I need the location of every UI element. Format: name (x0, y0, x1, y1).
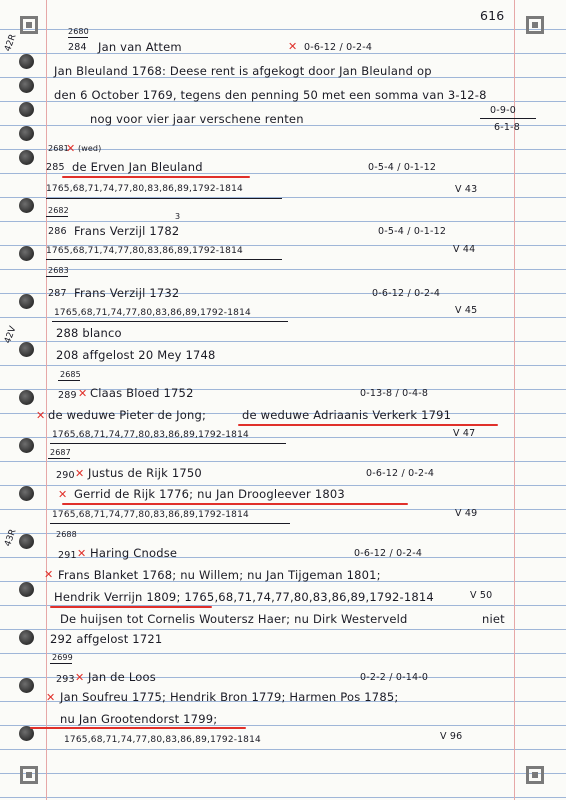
binder-hole (19, 582, 34, 597)
entry-redeemed: 292 affgelost 1721 (50, 632, 163, 646)
entry-name: Haring Cnodse (90, 546, 178, 560)
entry-name: Jan van Attem (98, 40, 182, 54)
entry-amount: 0-5-4 / 0-1-12 (368, 162, 437, 173)
entry-heirs: nu Jan Grootendorst 1799; (60, 712, 218, 726)
entry-years: 1765,68,71,74,77,80,83,86,89,1792-1814 (46, 246, 243, 256)
entry-ref: V 50 (470, 590, 493, 601)
binder-hole (19, 486, 34, 501)
entry-number: 285 (46, 162, 65, 173)
entry-number: 286 (48, 226, 67, 237)
entry-ref: V 45 (455, 305, 478, 316)
margin-line (46, 0, 47, 800)
red-underline (62, 503, 408, 505)
entry-superscript: 3 (175, 212, 181, 221)
entry-ref: V 44 (453, 244, 476, 255)
cross-mark: ✕ (66, 142, 76, 155)
id-underline (58, 380, 80, 381)
paragraph-line: nog voor vier jaar verschene renten (90, 112, 304, 126)
entry-amount: 0-6-12 / 0-2-4 (304, 42, 373, 53)
id-underline (48, 458, 70, 459)
entry-number: 291 (58, 550, 77, 561)
binder-hole (19, 150, 34, 165)
entry-number: 287 (48, 288, 67, 299)
paragraph-line: Jan Bleuland 1768: Deese rent is afgekogt door Jan Bleuland op (54, 64, 432, 78)
entry-heirs: Gerrid de Rijk 1776; nu Jan Droogleever 1803 (74, 487, 345, 501)
corner-marker-bottom-left (20, 766, 38, 784)
entry-years: 1765,68,71,74,77,80,83,86,89,1792-1814 (54, 308, 251, 318)
entry-amount: 0-6-12 / 0-2-4 (354, 548, 423, 559)
binder-hole (19, 126, 34, 141)
binder-hole (19, 54, 34, 69)
entry-note: De huijsen tot Cornelis Woutersz Haer; nu Dirk Westerveld (60, 612, 408, 626)
entry-name: Claas Bloed 1752 (90, 386, 194, 400)
entry-years: 1765,68,71,74,77,80,83,86,89,1792-1814 (52, 430, 249, 440)
entry-amount: 0-9-0 (490, 105, 516, 116)
paragraph-line: den 6 October 1769, tegens den penning 50 met een somma van 3-12-8 (54, 88, 487, 102)
entry-name: Frans Verzijl 1732 (74, 286, 180, 300)
entry-note: (wed) (78, 144, 102, 153)
entry-number: 289 (58, 390, 77, 401)
binder-hole (19, 198, 34, 213)
entry-ref: V 96 (440, 731, 463, 742)
binder-hole (19, 102, 34, 117)
cross-mark: ✕ (288, 40, 298, 53)
binder-hole (19, 294, 34, 309)
entry-id: 2681 (48, 144, 69, 153)
page-number: 616 (480, 8, 505, 23)
entry-number: 293 (56, 674, 75, 685)
side-note-43r: 43R (3, 527, 19, 549)
entry-heirs: Frans Blanket 1768; nu Willem; nu Jan Tijgeman 1801; (58, 568, 381, 582)
entry-amount: 0-13-8 / 0-4-8 (360, 388, 429, 399)
entry-amount: 0-6-12 / 0-2-4 (372, 288, 441, 299)
binder-hole (19, 678, 34, 693)
entry-name: Justus de Rijk 1750 (88, 466, 202, 480)
entry-amount: 0-6-12 / 0-2-4 (366, 468, 435, 479)
entry-id: 2685 (60, 370, 81, 379)
cross-mark: ✕ (44, 568, 54, 581)
cross-mark: ✕ (77, 547, 87, 560)
sum-rule (480, 118, 536, 119)
entry-ref: V 43 (455, 184, 478, 195)
side-note-42r: 42R (3, 32, 19, 54)
cross-mark: ✕ (75, 671, 85, 684)
red-underline (30, 727, 246, 729)
binder-hole (19, 246, 34, 261)
entry-number: 284 (68, 42, 87, 53)
cross-mark: ✕ (78, 387, 88, 400)
entry-heirs: Jan Soufreu 1775; Hendrik Bron 1779; Harmen Pos 1785; (60, 690, 399, 704)
entry-id: 2683 (48, 266, 69, 275)
entry-ref: V 49 (455, 508, 478, 519)
id-underline (68, 37, 88, 38)
entry-blank: 288 blanco (56, 326, 122, 340)
years-underline (50, 523, 290, 524)
entry-id: 2682 (48, 206, 69, 215)
corner-marker-top-right (526, 16, 544, 34)
entry-id: 2680 (68, 27, 89, 36)
id-underline (50, 663, 72, 664)
cross-mark: ✕ (46, 691, 56, 704)
binder-hole (19, 438, 34, 453)
cross-mark: ✕ (58, 488, 68, 501)
entry-redeemed: 208 affgelost 20 Mey 1748 (56, 348, 216, 362)
entry-id: 2699 (52, 653, 73, 662)
binder-hole (19, 534, 34, 549)
years-underline (50, 443, 286, 444)
corner-marker-bottom-right (526, 766, 544, 784)
entry-heirs: Hendrik Verrijn 1809; 1765,68,71,74,77,80,83,86,89,1792-1814 (54, 590, 434, 604)
binder-hole (19, 78, 34, 93)
entry-id: 2688 (56, 530, 77, 539)
entry-name: de Erven Jan Bleuland (72, 160, 203, 174)
entry-years: 1765,68,71,74,77,80,83,86,89,1792-1814 (52, 510, 249, 520)
entry-name: Frans Verzijl 1782 (74, 224, 180, 238)
red-underline (50, 606, 212, 608)
right-margin-line (514, 0, 515, 800)
cross-mark: ✕ (36, 409, 46, 422)
id-underline (46, 276, 68, 277)
binder-hole (19, 390, 34, 405)
red-underline (238, 424, 498, 426)
entry-ref: V 47 (453, 428, 476, 439)
entry-total: 6-1-8 (494, 122, 520, 133)
years-underline (46, 198, 282, 199)
corner-marker-top-left (20, 16, 38, 34)
entry-heirs: de weduwe Adriaanis Verkerk 1791 (242, 408, 452, 422)
entry-amount: 0-5-4 / 0-1-12 (378, 226, 447, 237)
entry-amount: 0-2-2 / 0-14-0 (360, 672, 429, 683)
entry-heirs: de weduwe Pieter de Jong; (48, 408, 207, 422)
entry-name: Jan de Loos (88, 670, 156, 684)
id-underline (46, 216, 68, 217)
red-underline (62, 176, 250, 178)
cross-mark: ✕ (75, 467, 85, 480)
years-underline (52, 321, 288, 322)
entry-number: 290 (56, 470, 75, 481)
side-note-42v: 42V (3, 325, 19, 345)
entry-years: 1765,68,71,74,77,80,83,86,89,1792-1814 (46, 184, 243, 194)
binder-hole (19, 342, 34, 357)
entry-note-end: niet (482, 612, 505, 626)
entry-years: 1765,68,71,74,77,80,83,86,89,1792-1814 (64, 735, 261, 745)
binder-hole (19, 630, 34, 645)
entry-id: 2687 (50, 448, 71, 457)
years-underline (46, 259, 282, 260)
